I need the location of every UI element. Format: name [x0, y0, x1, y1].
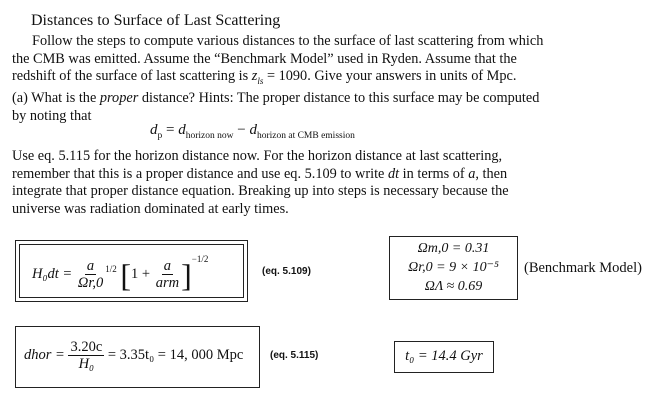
- omega-lambda-value: ΩΛ ≈ 0.69: [424, 279, 483, 294]
- eq109-frac-a-omega: $\frac{a}{\Omega r,0}$: [77, 258, 104, 292]
- benchmark-label: (Benchmark Model): [524, 260, 642, 276]
- intro-line-3: redshift of the surface of last scattering is $z_{ls} = 1090$. Give your answers in units of Mpc.: [12, 68, 517, 86]
- instructions-line-4: universe was radiation dominated at early times.: [12, 200, 289, 217]
- eq109-tag: (eq. 5.109): [262, 266, 311, 277]
- eq115-formula: dhor = $\frac{3.20c}{\text{H₀}}$ = 3.35t₀ = 14, 000 Mpc: [24, 339, 244, 372]
- intro-line-2: the CMB was emitted. Assume the “Benchmark Model” used in Ryden. Assume that the: [12, 50, 517, 67]
- omega-r-value: Ωr,0 = 9 × 10⁻⁵: [408, 260, 499, 275]
- proper-distance-equation: $d_p = d_{horizon now} - d_{horizon at CMB emission}$: [150, 122, 355, 141]
- instructions-line-3: integrate that proper distance equation. Breaking up into steps is necessary because the: [12, 183, 509, 199]
- page-title: Distances to Surface of Last Scattering: [31, 12, 281, 29]
- right-bracket: ]: [181, 256, 192, 293]
- eq115-frac: $\frac{3.20c}{\text{H₀}}$: [70, 339, 103, 372]
- parameters-list: [390, 239, 517, 296]
- parameters-box: [389, 236, 518, 300]
- instructions-line-1: Use eq. 5.115 for the horizon distance now. For the horizon distance at last scattering,: [12, 148, 503, 164]
- instructions-paragraph: [12, 148, 562, 218]
- eq109-frac-a-arm: $\frac{a}{\text{arm}}$: [155, 258, 180, 292]
- universe-age: t₀ = 14.4 Gyr: [405, 348, 483, 364]
- eq109-formula: H₀dt = $\frac{a}{\Omega r,0}$ $^{1/2}$ [1 + $\frac{a}{\text{arm}}$ ]$^{-1/2}$: [32, 254, 209, 293]
- left-bracket: [: [120, 256, 132, 293]
- age-box: [394, 341, 494, 373]
- eq115-tag: (eq. 5.115): [270, 350, 319, 361]
- instructions-line-2: remember that this is a proper distance and use eq. 5.109 to write dt in terms of a, then: [12, 165, 508, 182]
- omega-m-value: Ωm,0 = 0.31: [417, 241, 490, 256]
- intro-paragraph: [12, 33, 562, 125]
- eq109-box: [15, 240, 248, 302]
- intro-line-5: by noting that: [12, 107, 92, 124]
- intro-line-4: (a) What is the proper distance? Hints: The proper distance to this surface may be computed: [12, 90, 540, 107]
- eq115-box: [15, 326, 260, 388]
- intro-line-1: Follow the steps to compute various distances to the surface of last scattering from which: [32, 33, 544, 49]
